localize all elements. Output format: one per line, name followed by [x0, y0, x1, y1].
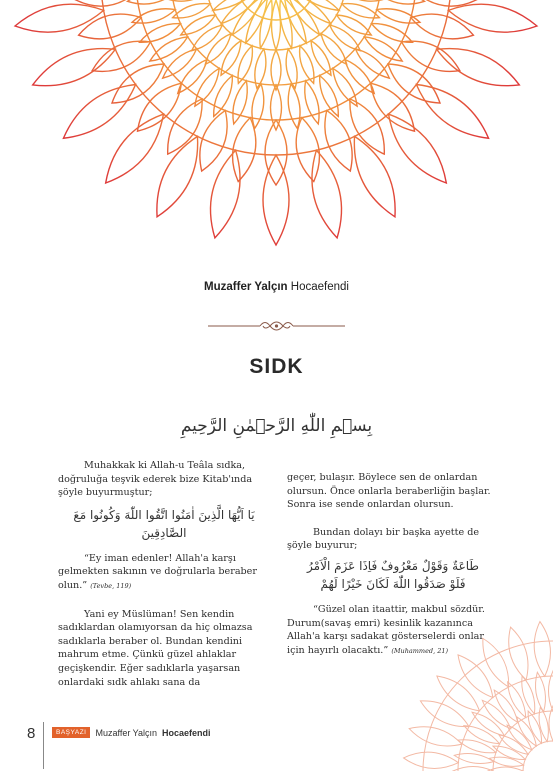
mandala-petal: [200, 110, 227, 171]
mandala-petal: [263, 155, 289, 245]
footer-author-name: Muzaffer Yalçın: [95, 727, 158, 738]
mandala-petal: [453, 767, 493, 771]
section-tag: BAŞYAZI: [52, 727, 90, 738]
mandala-petal: [342, 4, 380, 18]
mandala-petal: [92, 41, 150, 71]
footer-divider: [43, 722, 44, 769]
mandala-ring: [458, 676, 553, 771]
mandala-petal: [288, 84, 300, 129]
mandala-petal: [252, 84, 264, 129]
author-line: [0, 281, 553, 293]
ayah-arabic-line: طَاعَةٌ وَقَوْلٌ مَعْرُوفٌ فَاِذَا عَزَمَ الْاَمْرُ: [307, 558, 479, 573]
mandala-petal: [355, 49, 389, 78]
mandala-petal: [437, 49, 520, 86]
mandala-petal: [33, 49, 116, 86]
mandala-ring: [523, 741, 553, 771]
mandala-petal: [272, 0, 281, 50]
page-number: 8: [27, 725, 36, 742]
mandala-petal: [112, 64, 164, 103]
author-title: Hocaefendi: [290, 281, 349, 293]
mandala-ring: [493, 711, 553, 771]
footer-author-title: Hocaefendi: [162, 727, 211, 738]
ayah-arabic-line: فَلَوْ صَدَقُوا اللّٰهَ لَكَانَ خَيْرًا لَهُمْ: [320, 576, 466, 591]
mandala-petal: [402, 41, 460, 71]
mandala-petal: [508, 682, 526, 718]
mandala-petal: [448, 4, 537, 32]
mandala-petal: [178, 59, 207, 93]
mandala-petal: [454, 753, 494, 763]
mandala-petal: [238, 46, 252, 84]
ayah-translation: “Ey iman edenler! Allah'a karşı gelmekten sakının ve doğrularla beraber olun.” (Tevbe, 119): [58, 552, 257, 591]
ayah-reference: (Tevbe, 119): [90, 581, 132, 590]
mandala-petal: [271, 85, 282, 130]
right-column: [287, 471, 499, 658]
paragraph: Muhakkak ki Allah-u Teâla sıdka, doğruluğa teşvik ederek bize Kitab'ında şöyle buyurmuştur;: [58, 460, 253, 499]
mandala-petal: [205, 34, 231, 65]
mandala-decoration: [0, 0, 553, 250]
mandala-petal: [404, 752, 459, 768]
page-title: SIDK: [249, 355, 304, 378]
mandala-petal: [437, 676, 480, 711]
divider-ornament-icon: [208, 318, 345, 334]
mandala-petal: [221, 0, 260, 24]
ayah-translation: “Güzel olan itaattir, makbul sözdür. Durum(savaş emri) kesinlik kazanınca Allah'a karşı sadakat gösterselerdi onlar için hayırlı olacaktı.” (Muhammed, 21): [287, 603, 485, 656]
mandala-petal: [345, 0, 384, 1]
mandala-petal: [330, 25, 361, 51]
mandala-petal: [325, 110, 352, 171]
paragraph: Bundan dolayı bir başka ayette de şöyle buyurur;: [287, 526, 480, 552]
paragraph: Yani ey Müslüman! Sen kendin sadıklardan olamıyorsan da hiç olmazsa sadıklarla beraber ol. Bundan kendini mahrum etme. Çünkü güzel ahlaklar geçişkendir. Eğer sadıklarla yaşarsan onlardaki sıdk ahlakı sana da: [58, 608, 253, 688]
mandala-petal: [192, 25, 223, 51]
mandala-petal: [312, 150, 342, 238]
mandala-petal: [15, 4, 104, 32]
mandala-petal: [210, 150, 240, 238]
mandala-petal: [300, 46, 314, 84]
mandala-petal: [388, 64, 440, 103]
mandala-petal: [464, 726, 500, 744]
mandala-petal: [522, 676, 535, 714]
mandala-petal: [321, 34, 347, 65]
mandala-petal: [233, 81, 247, 124]
mandala-petal: [292, 0, 331, 24]
author-name: Muzaffer Yalçın: [204, 281, 288, 293]
left-column: [58, 459, 270, 689]
footer-running-head: [52, 727, 211, 738]
mandala-petal: [380, 0, 425, 4]
mandala-petal: [494, 690, 518, 722]
basmala-arabic: بِسۡمِ اللّٰهِ الرَّحۡمٰنِ الرَّحِيمِ: [180, 416, 373, 436]
mandala-petal: [409, 727, 462, 746]
mandala-petal: [416, 85, 488, 139]
mandala-petal: [173, 4, 211, 18]
mandala-petal: [345, 59, 374, 93]
mandala-petal: [128, 0, 173, 4]
mandala-petal: [472, 712, 504, 736]
paragraph: geçer, bulaşır. Böylece sen de onlardan olursun. Önce onlarla beraberliğin başlar. Sonra ise sende onlardan olursun.: [287, 472, 491, 511]
mandala-petal: [63, 85, 135, 139]
mandala-ring: [423, 641, 553, 771]
mandala-ring: [236, 0, 316, 20]
mandala-ring: [101, 0, 451, 155]
ayah-arabic: يَا اَيُّهَا الَّذِينَ اٰمَنُوا اتَّقُوا اللّٰهَ وَكُونُوا مَعَ الصَّادِقِينَ: [73, 507, 255, 540]
mandala-petal: [255, 49, 266, 88]
mandala-petal: [458, 740, 496, 753]
mandala-petal: [535, 672, 545, 712]
mandala-petal: [305, 81, 319, 124]
mandala-petal: [458, 655, 493, 698]
ayah-reference: (Muhammed, 21): [391, 646, 449, 655]
mandala-petal: [509, 627, 528, 680]
mandala-petal: [549, 671, 553, 711]
mandala-petal: [534, 622, 550, 677]
mandala-petal: [168, 0, 207, 1]
mandala-petal: [286, 49, 297, 88]
mandala-petal: [163, 49, 197, 78]
